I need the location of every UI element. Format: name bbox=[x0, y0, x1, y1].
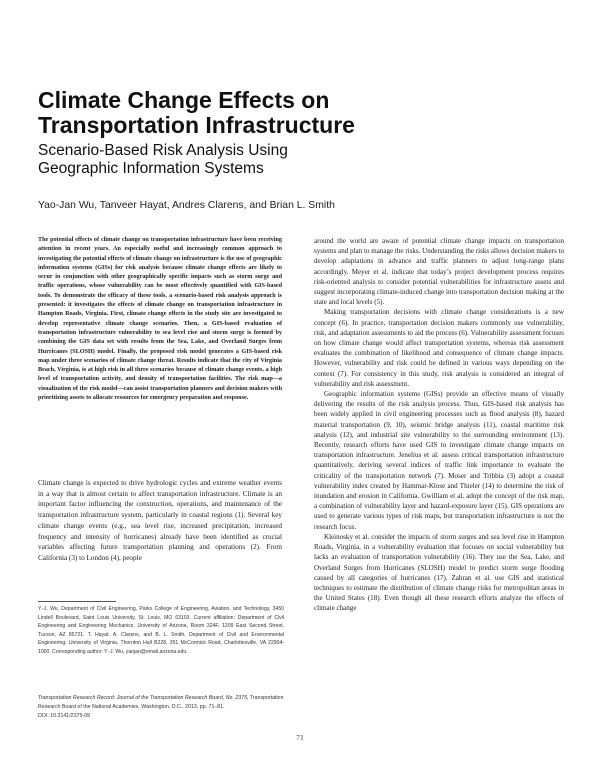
article-title bbox=[38, 88, 558, 138]
abstract: The potential effects of climate change on transportation infrastructure have been receiving attention in recent years. An especially useful and increasingly common approach to investigating the potential effects of climate change on infrastructure is the use of geographic information systems (GISs) for risk analysis because climate change effects are likely to occur in conjunction with other geographically specific impacts such as storm surge and traffic operations, whose vulnerability can be most effectively quantified with GIS-based tools. To demonstrate the efficacy of these tools, a scenario-based risk analysis approach is presented: it investigates the effects of climate change on transportation infrastructure in Hampton Roads, Virginia. First, climate change effects in the study site are investigated to develop representative climate change scenarios. Then, a GIS-based evaluation of transportation infrastructure vulnerability to sea level rise and storm surge is formed by combining the GIS data set with results from the Sea, Lake, and Overland Surges from Hurricanes (SLOSH) model. Finally, the proposed risk model generates a GIS-based risk map under three scenarios of climate change threat. Results indicate that the city of Virginia Beach, Virginia, is at high risk in all three scenarios because of climate change events, a high level of transportation activity, and density of transportation facilities. The risk map—a visualization of the risk model—can assist transportation planners and decision makers with prioritizing assets to allocate resources for emergency preparation and response. bbox=[38, 237, 282, 402]
body-paragraph: Making transportation decisions with climate change considerations is a new concept (6). In practice, transportation decision makers commonly use vulnerability, risk, and adaptation assessments to aid the process (6). Vulnerability assessment focuses on how climate change would affect transportation systems, whereas risk assessment evaluates the combination of likelihood and consequence of climate change impacts. However, vulnerability and risk could be defined in various ways depending on the context (7). For consistency in this study, risk analysis is considered an integral of vulnerability and risk assessment. bbox=[314, 308, 564, 388]
journal-name: Transportation Research Record: Journal of the Transportation Research Board, No. 2375, bbox=[38, 695, 249, 701]
title-line-1: Climate Change Effects on bbox=[38, 87, 330, 113]
journal-details: Transportation Research Board of the National Academies, Washington, D.C., 2013, pp. 71–81. bbox=[38, 695, 284, 710]
subtitle-line-1: Scenario-Based Risk Analysis Using bbox=[38, 142, 288, 159]
journal-citation bbox=[38, 694, 284, 720]
author-affiliations: Y.-J. Wu, Department of Civil Engineering, Parks College of Engineering, Aviation, and Technology, 3450 Lindell Boulevard, Saint Louis University, St. Louis, MO 63103. Current affiliation: Department of Civil Engineering and Engineering Mechanics, University of Arizona, Room 324F, 1209 East Second Street, Tucson, AZ 85721. T. Hayat, A. Clarens, and B. L. Smith, Department of Civil and Environmental Engineering, University of Virginia, Thornton Hall B228, 351 McCormick Road, Charlottesville, VA 22904-1000. Corresponding author: Y.-J. Wu, yaojan@email.arizona.edu. bbox=[38, 606, 284, 655]
article-subtitle bbox=[38, 142, 558, 178]
introduction-paragraph bbox=[38, 478, 282, 564]
body-paragraph: around the world are aware of potential climate change impacts on transportation systems and plan to manage the risks. Understanding the risks allows decision makers to develop adaptations in advance and traffic planners to adjust long-range plans accordingly. Meyer et al. indicate that today’s project development process requires risk-oriented analysis to consider potential vulnerabilities for infrastructure assets and suggest incorporating climate-induced change into transportation decision making at the state and local levels (5). bbox=[314, 237, 564, 307]
subtitle-line-2: Geographic Information Systems bbox=[38, 160, 264, 177]
body-paragraph: Kleinosky et al. consider the impacts of storm surges and sea level rise in Hampton Roads, Virginia, in a vulnerability evaluation that focuses on social vulnerability but lacks an evaluation of transportation vulnerability (16). They use the Sea, Lake, and Overland Surges from Hurricanes (SLOSH) model to predict storm surge flooding caused by all categories of hurricanes (17). Zahran et al. use GIS and statistical techniques to estimate the distribution of climate change risks for metropolitan areas in the United States (18). Even though all these research efforts analyze the effects of climate change bbox=[314, 532, 564, 613]
right-column bbox=[314, 236, 564, 614]
doi: DOI: 10.3141/2375-09 bbox=[38, 712, 90, 719]
intro-text: Climate change is expected to drive hydrologic cycles and extreme weather events in a way that is almost certain to affect transportation infrastructure. Climate is an important factor influencing the construction, operations, and maintenance of the transportation infrastructure system, particularly in coastal regions (1). Several key climate change events (e.g., sea level rise, increased precipitation, increased frequency and intensity of hurricanes) already have been identified as crucial variables affecting future transportation planning and operations (2). From California (3) to London (4), people bbox=[38, 479, 282, 562]
footnote-divider bbox=[38, 601, 116, 602]
title-line-2: Transportation Infrastructure bbox=[38, 112, 355, 138]
author-list: Yao-Jan Wu, Tanveer Hayat, Andres Clarens, and Brian L. Smith bbox=[38, 200, 335, 211]
page-number: 71 bbox=[296, 733, 304, 742]
body-paragraph: Geographic information systems (GISs) provide an effective means of visually delivering the results of the risk analysis process. Thus, GIS-based risk analysis has been widely applied in civil engineering processes such as flood analysis (8), hazard material transportation (9, 10), seismic bridge analysis (11), coastal maritime risk analysis (12), and industrial site vulnerability to the surrounding environment (13). Recently, research efforts have used GIS to investigate climate change impacts on transportation infrastructure. Jenelius et al. assess critical transportation infrastructure quantitatively, deriving several indices of traffic link importance to evaluate the criticality of the transportation network (7). Moser and Tribbia (3) adopt a coastal vulnerability index created by Hammar-Klose and Thieler (14) to determine the risk of inundation and erosion in California. Gwilliam et al. adopt the concept of the risk map, a combination of vulnerability layer and hazard-exposure layer (15). GIS operations are used to generate various types of risk maps, but transportation infrastructure is not the research focus. bbox=[314, 390, 564, 531]
